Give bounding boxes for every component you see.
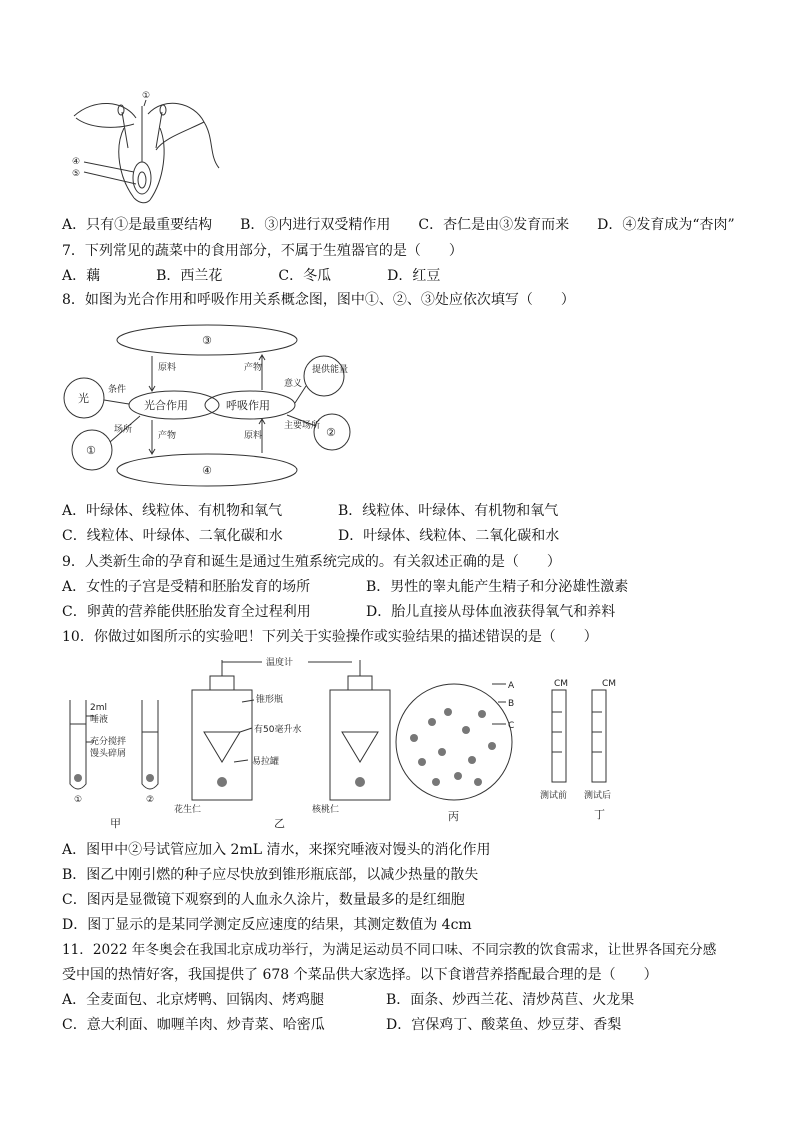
micro-label-c: C <box>508 721 515 731</box>
label-site: 场所 <box>114 425 133 435</box>
q8-stem: 8．如图为光合作用和呼吸作用关系概念图，图中①、②、③处应依次填写（ ） <box>62 292 575 308</box>
q7-stem: 7．下列常见的蔬菜中的食用部分，不属于生殖器官的是（ ） <box>62 243 463 259</box>
q10-option-d: D．图丁显示的是某同学测定反应速度的结果，其测定数值为 4cm <box>62 917 472 933</box>
q8-option-c: C．线粒体、叶绿体、二氧化碳和水 <box>62 528 283 544</box>
after-label: 测试后 <box>584 791 612 801</box>
concept-diagram <box>62 320 362 492</box>
can-label: 易拉罐 <box>252 757 280 767</box>
ruler-cm-1: CM <box>554 679 569 689</box>
thermometer-label: 温度计 <box>266 658 294 668</box>
fig-jia-label: 甲 <box>110 817 121 830</box>
experiment-figure <box>62 652 662 830</box>
q10-stem: 10．你做过如图所示的实验吧！下列关于实验操作或实验结果的描述错误的是（ ） <box>62 629 598 645</box>
q11-option-b: B．面条、炒西兰花、清炒莴苣、火龙果 <box>386 992 635 1008</box>
label-product-bl: 产物 <box>158 431 177 441</box>
flower-label-5: ⑤ <box>72 169 81 179</box>
flask-label: 锥形瓶 <box>256 695 284 705</box>
q9-option-c: C．卵黄的营养能供胚胎发育全过程利用 <box>62 604 311 620</box>
q9-option-d: D．胎儿直接从母体血液获得氧气和养料 <box>366 604 616 620</box>
fig-bing-label: 丙 <box>448 810 459 823</box>
circle-1: ① <box>86 444 96 457</box>
energy-circle: 提供能量 <box>312 365 349 375</box>
stir-label-1: 充分搅拌 <box>90 737 127 747</box>
label-meaning: 意义 <box>284 379 303 389</box>
peanut-label: 花生仁 <box>174 805 202 815</box>
q7-options: A．藕 B．西兰花 C．冬瓜 D．红豆 <box>62 268 441 284</box>
flower-figure <box>64 88 224 206</box>
q11-stem-line-1: 11．2022 年冬奥会在我国北京成功举行，为满足运动员不同口味、不同宗教的饮食需求，让世界各国充分感 <box>62 942 717 958</box>
flower-label-1: ① <box>142 91 151 101</box>
light-circle: 光 <box>78 392 89 405</box>
q8-option-a: A．叶绿体、线粒体、有机物和氧气 <box>62 503 283 519</box>
circle-2: ② <box>326 426 336 439</box>
q11-option-a: A．全麦面包、北京烤鸭、回锅肉、烤鸡腿 <box>62 992 325 1008</box>
label-raw-br: 原料 <box>244 431 263 441</box>
label-condition: 条件 <box>108 385 127 395</box>
q6-options: A．只有①是最重要结构 B．③内进行双受精作用 C．杏仁是由③发育而来 D．④发育成为“杏肉” <box>62 217 735 233</box>
ruler-cm-2: CM <box>602 679 617 689</box>
diagram-bottom: ④ <box>202 464 212 477</box>
label-product-tr: 产物 <box>244 363 263 373</box>
respiration-oval: 呼吸作用 <box>226 399 270 412</box>
label-main-site: 主要场所 <box>284 421 321 431</box>
stir-label-2: 馒头碎屑 <box>90 749 127 759</box>
q8-option-d: D．叶绿体、线粒体、二氧化碳和水 <box>338 528 560 544</box>
fig-ding-label: 丁 <box>594 808 605 821</box>
tube-2-label: ② <box>146 795 155 805</box>
tube-1-label: ① <box>74 795 83 805</box>
q11-option-c: C．意大利面、咖喱羊肉、炒青菜、哈密瓜 <box>62 1017 325 1033</box>
q11-option-d: D．宫保鸡丁、酸菜鱼、炒豆芽、香梨 <box>386 1017 622 1033</box>
flower-label-4: ④ <box>72 157 81 167</box>
q9-stem: 9．人类新生命的孕育和诞生是通过生殖系统完成的。有关叙述正确的是（ ） <box>62 554 561 570</box>
diagram-top: ③ <box>202 334 212 347</box>
micro-label-b: B <box>508 699 515 709</box>
label-raw-tl: 原料 <box>158 363 177 373</box>
walnut-label: 核桃仁 <box>312 805 340 815</box>
q9-option-b: B．男性的睾丸能产生精子和分泌雄性激素 <box>366 579 629 595</box>
water-label: 有50毫升水 <box>254 725 302 735</box>
micro-label-a: A <box>508 681 515 691</box>
q10-option-a: A．图甲中②号试管应加入 2mL 清水，来探究唾液对馒头的消化作用 <box>62 842 491 858</box>
q8-option-b: B．线粒体、叶绿体、有机物和氧气 <box>338 503 559 519</box>
before-label: 测试前 <box>540 791 568 801</box>
saliva-label: 唾液 <box>90 715 109 725</box>
q10-option-c: C．图丙是显微镜下观察到的人血永久涂片，数量最多的是红细胞 <box>62 892 465 908</box>
q9-option-a: A．女性的子宫是受精和胚胎发育的场所 <box>62 579 311 595</box>
fig-yi-label: 乙 <box>274 817 285 830</box>
saliva-ml-label: 2ml <box>90 703 107 713</box>
q10-option-b: B．图乙中刚引燃的种子应尽快放到锥形瓶底部，以减少热量的散失 <box>62 867 479 883</box>
photosynthesis-oval: 光合作用 <box>144 399 188 412</box>
q11-stem-line-2: 受中国的热情好客，我国提供了 678 个菜品供大家选择。以下食谱营养搭配最合理的是（ ） <box>62 967 658 983</box>
